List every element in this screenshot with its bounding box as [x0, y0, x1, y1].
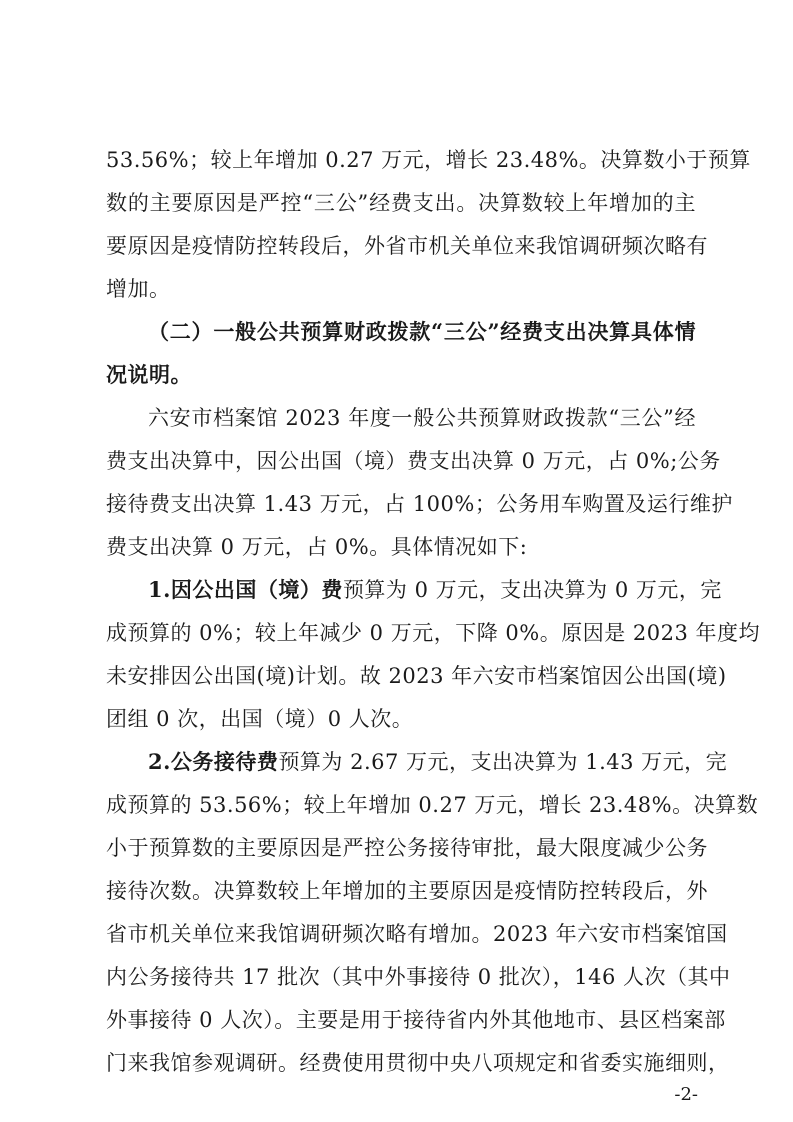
- paragraph-line: 团组 0 次，出国（境）0 人次。: [106, 707, 414, 731]
- item-heading: 1.因公出国（境）费: [148, 577, 343, 602]
- paragraph-line: 要原因是疫情防控转段后，外省市机关单位来我馆调研频次略有: [106, 234, 708, 258]
- paragraph-line: 外事接待 0 人次）。主要是用于接待省内外其他地市、县区档案部: [106, 1008, 726, 1032]
- paragraph-line: [148, 570, 722, 610]
- paragraph-line: 费支出决算 0 万元，占 0%。具体情况如下:: [106, 535, 528, 559]
- paragraph-line: 小于预算数的主要原因是严控公务接待审批，最大限度减少公务: [106, 836, 708, 860]
- paragraph-line: 费支出决算中，因公出国（境）费支出决算 0 万元，占 0%;公务: [106, 449, 721, 473]
- paragraph-line: [148, 742, 728, 782]
- paragraph-line: 成预算的 53.56%；较上年增加 0.27 万元，增长 23.48%。决算数: [106, 793, 759, 817]
- paragraph-line: 接待次数。决算数较上年增加的主要原因是疫情防控转段后，外: [106, 879, 708, 903]
- paragraph-line: 六安市档案馆 2023 年度一般公共预算财政拨款“三公”经: [148, 406, 696, 430]
- section-heading: 况说明。: [106, 362, 192, 387]
- item-text: 预算为 0 万元，支出决算为 0 万元，完: [342, 578, 722, 602]
- paragraph-line: 门来我馆参观调研。经费使用贯彻中央八项规定和省委实施细则，: [106, 1051, 730, 1075]
- paragraph-line: 53.56%；较上年增加 0.27 万元，增长 23.48%。决算数小于预算: [106, 148, 751, 172]
- paragraph-line: 内公务接待共 17 批次（其中外事接待 0 批次），146 人次（其中: [106, 965, 731, 989]
- section-heading: （二）一般公共预算财政拨款“三公”经费支出决算具体情: [148, 319, 696, 344]
- paragraph-line: 数的主要原因是严控“三公”经费支出。决算数较上年增加的主: [106, 191, 696, 215]
- paragraph-line: 增加。: [106, 277, 171, 301]
- paragraph-line: 成预算的 0%；较上年减少 0 万元，下降 0%。原因是 2023 年度均: [106, 621, 760, 645]
- paragraph-line: 省市机关单位来我馆调研频次略有增加。2023 年六安市档案馆国: [106, 922, 728, 946]
- page-number: -2-: [674, 1084, 698, 1105]
- paragraph-line: 未安排因公出国(境)计划。故 2023 年六安市档案馆因公出国(境): [106, 664, 727, 688]
- item-text: 预算为 2.67 万元，支出决算为 1.43 万元，完: [278, 750, 728, 774]
- paragraph-line: 接待费支出决算 1.43 万元，占 100%；公务用车购置及运行维护: [106, 492, 733, 516]
- item-heading: 2.公务接待费: [148, 749, 279, 774]
